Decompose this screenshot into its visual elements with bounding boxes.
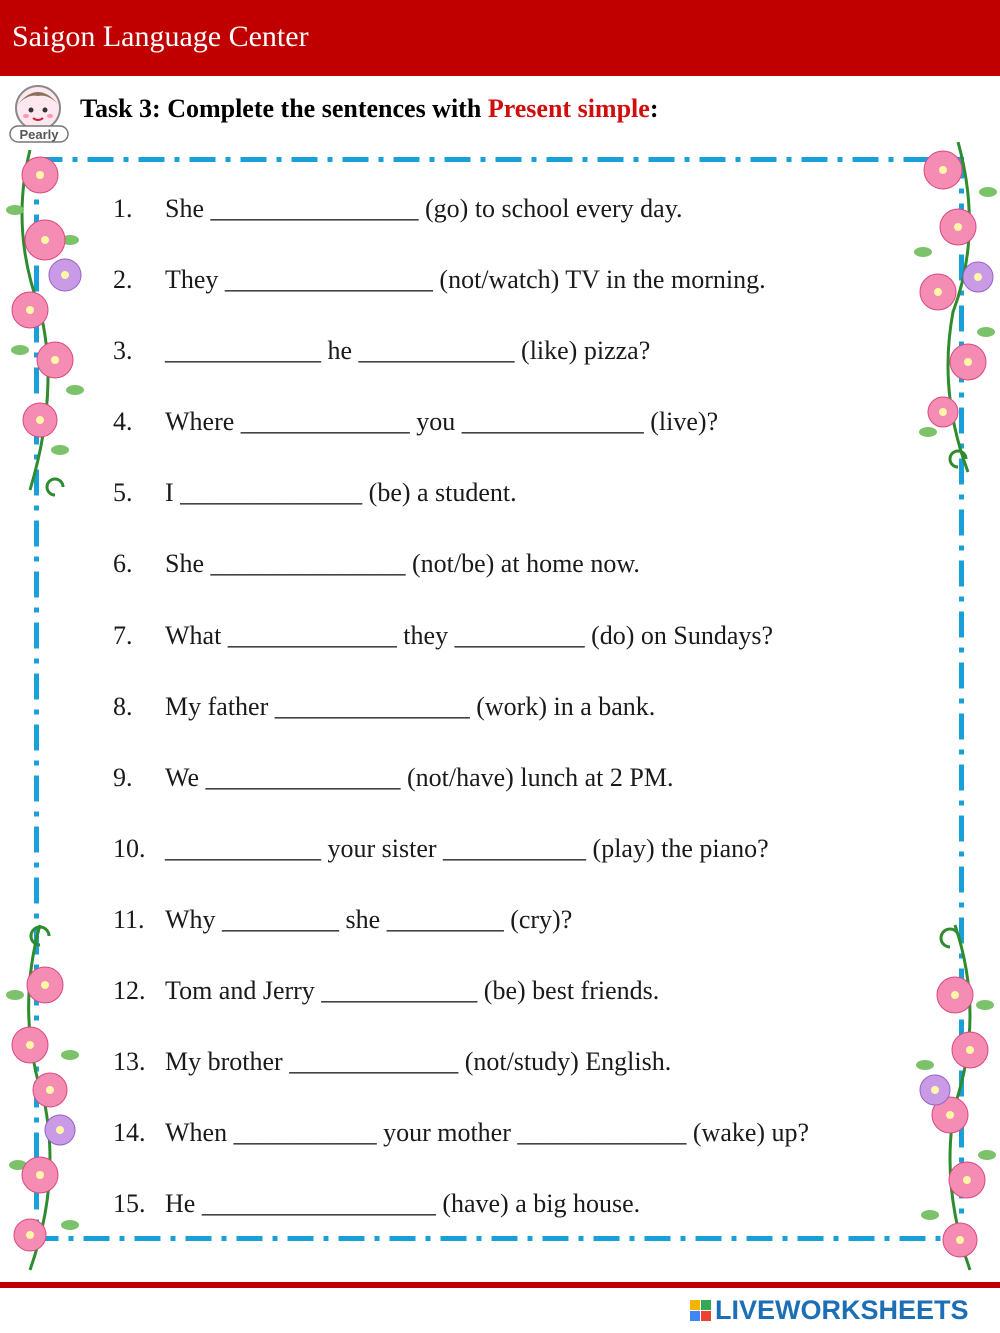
question-item[interactable]: [113, 1118, 913, 1189]
question-text: When ___________ your mother _____________ (wake) up?: [165, 1118, 810, 1148]
header-title: Saigon Language Center: [12, 20, 309, 53]
question-number: 10.: [113, 833, 146, 863]
question-number: 15.: [113, 1189, 146, 1219]
question-text: Where _____________ you ______________ (live)?: [165, 407, 719, 437]
pearly-mascot-logo: [4, 82, 74, 146]
question-item[interactable]: [113, 549, 913, 620]
question-number: 1.: [113, 194, 133, 223]
question-text: My father _______________ (work) in a bank.: [165, 691, 656, 721]
brand-name: LIVEWORKSHEETS: [715, 1294, 969, 1325]
question-item[interactable]: [113, 905, 913, 976]
question-text: He __________________ (have) a big house.: [165, 1189, 641, 1219]
question-item[interactable]: [113, 265, 913, 336]
flower-decoration-top-right: [898, 142, 1000, 492]
question-number: 14.: [113, 1118, 146, 1148]
question-number: 4.: [113, 407, 133, 437]
question-text: My brother _____________ (not/study) English.: [165, 1047, 672, 1077]
question-text: ____________ your sister ___________ (play) the piano?: [165, 833, 769, 863]
question-text: Why _________ she _________ (cry)?: [165, 904, 573, 934]
question-text: She _______________ (not/be) at home now.: [165, 549, 640, 579]
question-number: 12.: [113, 976, 146, 1006]
flower-decoration-bottom-right: [905, 915, 1000, 1275]
question-number: 6.: [113, 549, 133, 579]
question-number: 2.: [113, 265, 133, 295]
question-number: 13.: [113, 1047, 146, 1077]
question-text: Tom and Jerry ____________ (be) best friends.: [165, 976, 660, 1006]
question-number: 11.: [113, 904, 145, 934]
mascot-label: Pearly: [19, 127, 59, 142]
question-number: 5.: [113, 478, 133, 508]
liveworksheets-logo[interactable]: [690, 1295, 969, 1325]
task-prefix: Task 3: Complete the sentences with: [80, 94, 488, 123]
header-bar: [0, 0, 1000, 76]
question-text: They ________________ (not/watch) TV in the morning.: [165, 265, 766, 295]
liveworksheets-logo-icon: [690, 1300, 711, 1321]
question-item[interactable]: [113, 763, 913, 834]
question-number: 9.: [113, 762, 133, 792]
question-text: What _____________ they __________ (do) on Sundays?: [165, 620, 774, 650]
task-suffix: :: [649, 94, 659, 123]
flower-decoration-top-left: [0, 150, 105, 510]
question-number: 7.: [113, 620, 133, 650]
question-item[interactable]: [113, 621, 913, 692]
question-number: 3.: [113, 336, 133, 366]
question-item[interactable]: [113, 976, 913, 1047]
question-text: We _______________ (not/have) lunch at 2 PM.: [165, 762, 674, 792]
question-item[interactable]: [113, 407, 913, 478]
question-text: She ________________ (go) to school every day.: [165, 194, 683, 223]
question-item[interactable]: [113, 1189, 913, 1260]
task-highlight: Present simple: [487, 94, 650, 123]
question-item[interactable]: [113, 194, 913, 265]
question-number: 8.: [113, 691, 133, 721]
task-instruction: [80, 94, 658, 124]
question-item[interactable]: [113, 834, 913, 905]
question-item[interactable]: [113, 692, 913, 763]
question-text: ____________ he ____________ (like) pizza?: [165, 336, 651, 366]
question-item[interactable]: [113, 478, 913, 549]
footer-divider: [0, 1282, 1000, 1288]
question-item[interactable]: [113, 1047, 913, 1118]
question-text: I ______________ (be) a student.: [165, 478, 517, 508]
question-list: [113, 194, 913, 1260]
question-item[interactable]: [113, 336, 913, 407]
flower-decoration-bottom-left: [0, 915, 90, 1275]
